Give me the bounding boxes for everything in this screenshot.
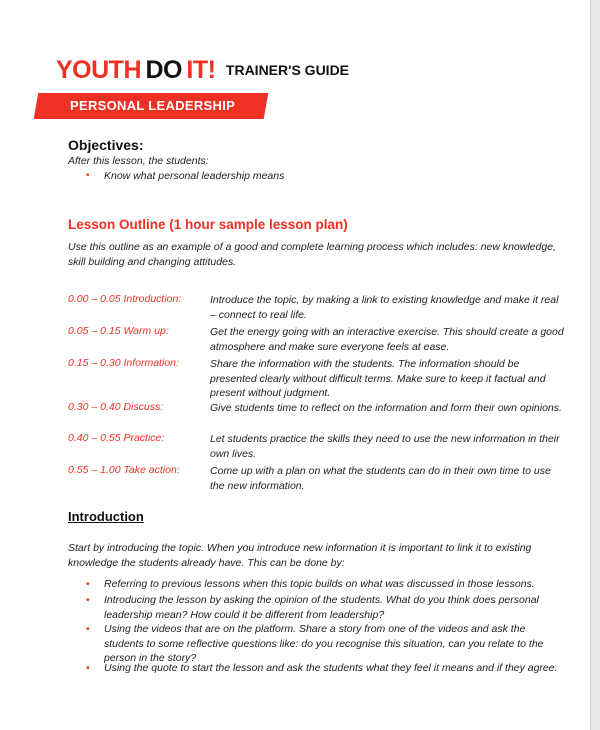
schedule-description: Let students practice the skills they need to use the new information in their own lives.: [210, 433, 560, 460]
bullet-icon: •: [86, 170, 90, 181]
bullet-icon: •: [86, 623, 90, 635]
objectives-intro: After this lesson, the students:: [68, 155, 209, 167]
brand-do: DO: [145, 56, 182, 84]
schedule-time: 0.05 – 0.15 Warm up:: [68, 325, 169, 337]
bullet-icon: •: [86, 594, 90, 606]
schedule-time: 0.30 – 0.40 Discuss:: [68, 401, 164, 413]
objective-text: Know what personal leadership means: [104, 170, 285, 182]
objectives-heading: Objectives:: [68, 137, 144, 153]
brand-logo: [56, 58, 349, 83]
introduction-bullet-text: Using the videos that are on the platform. Share a story from one of the videos and ask the students to some reflective questions like: do you recognise this situation, can you relate to the person in the story?: [104, 623, 544, 664]
schedule-time: 0.15 – 0.30 Information:: [68, 357, 179, 369]
bullet-icon: •: [86, 578, 90, 590]
brand-youth: YOUTH: [56, 56, 141, 84]
introduction-description: Start by introducing the topic. When you introduce new information it is important to link it to existing knowledge the students already have. This can be done by:: [68, 542, 532, 569]
schedule-time: 0.55 – 1.00 Take action:: [68, 464, 180, 476]
introduction-bullet-text: Using the quote to start the lesson and ask the students what they feel it means and if they agree.: [104, 662, 558, 674]
banner-label: PERSONAL LEADERSHIP: [70, 98, 236, 113]
schedule-time: 0.40 – 0.55 Practice:: [68, 432, 165, 444]
introduction-heading: Introduction: [68, 509, 144, 524]
schedule-description: Introduce the topic, by making a link to existing knowledge and make it real – connect to real life.: [210, 294, 559, 321]
brand-it: IT!: [186, 56, 216, 84]
brand-subtitle: TRAINER'S GUIDE: [225, 62, 350, 78]
outline-description: Use this outline as an example of a good and complete learning process which includes: new knowledge, skill building and changing attitudes.: [68, 241, 556, 268]
outline-heading: Lesson Outline (1 hour sample lesson plan): [68, 217, 348, 232]
schedule-description: Give students time to reflect on the information and form their own opinions.: [210, 402, 562, 414]
schedule-time: 0.00 – 0.05 Introduction:: [68, 293, 182, 305]
introduction-bullet-text: Referring to previous lessons when this topic builds on what was discussed in those lessons.: [104, 578, 535, 590]
schedule-description: Get the energy going with an interactive exercise. This should create a good atmosphere and make sure everyone feels at ease.: [210, 326, 564, 353]
introduction-bullet-text: Introducing the lesson by asking the opinion of the students. What do you think does personal leadership mean? How could it be different from leadership?: [104, 594, 539, 621]
bullet-icon: •: [86, 662, 90, 674]
schedule-description: Come up with a plan on what the students can do in their own time to use the new information.: [210, 465, 551, 492]
schedule-description: Share the information with the students. The information should be presented clearly without difficult terms. Make sure to keep it factual and present without judgment.: [210, 358, 546, 399]
